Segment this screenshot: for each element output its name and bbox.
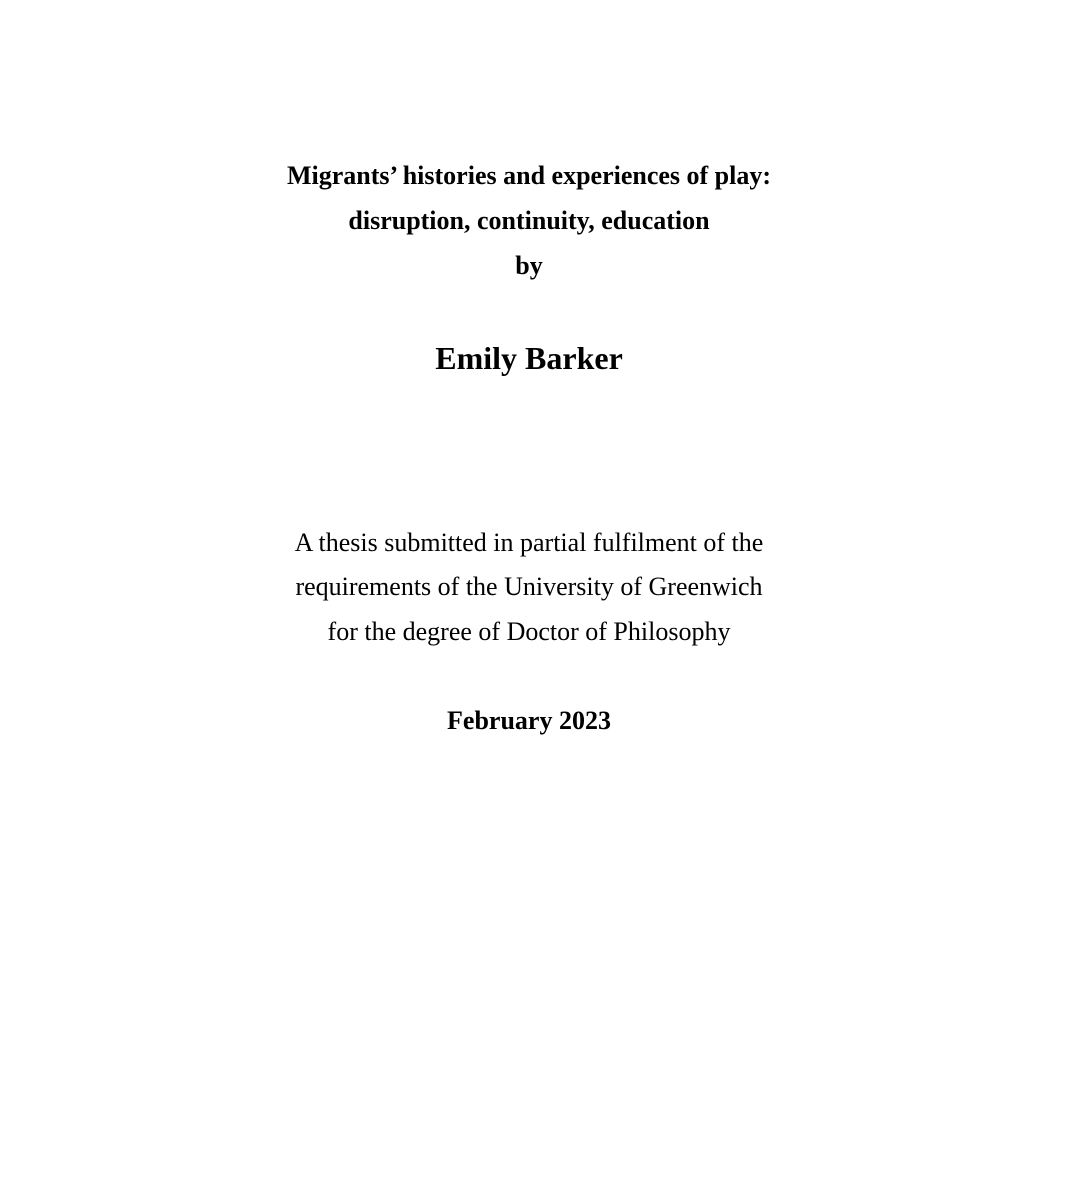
author-name: Emily Barker	[435, 340, 623, 376]
submission-date: February 2023	[447, 706, 611, 735]
submission-statement-line-1: A thesis submitted in partial fulfilment of the	[294, 528, 764, 557]
by-label: by	[515, 251, 543, 280]
thesis-title-line-2: disruption, continuity, education	[348, 206, 710, 235]
submission-statement-line-2: requirements of the University of Greenwich	[295, 572, 763, 601]
submission-statement-line-3: for the degree of Doctor of Philosophy	[327, 617, 731, 646]
thesis-title-line-1: Migrants’ histories and experiences of play:	[286, 161, 772, 190]
